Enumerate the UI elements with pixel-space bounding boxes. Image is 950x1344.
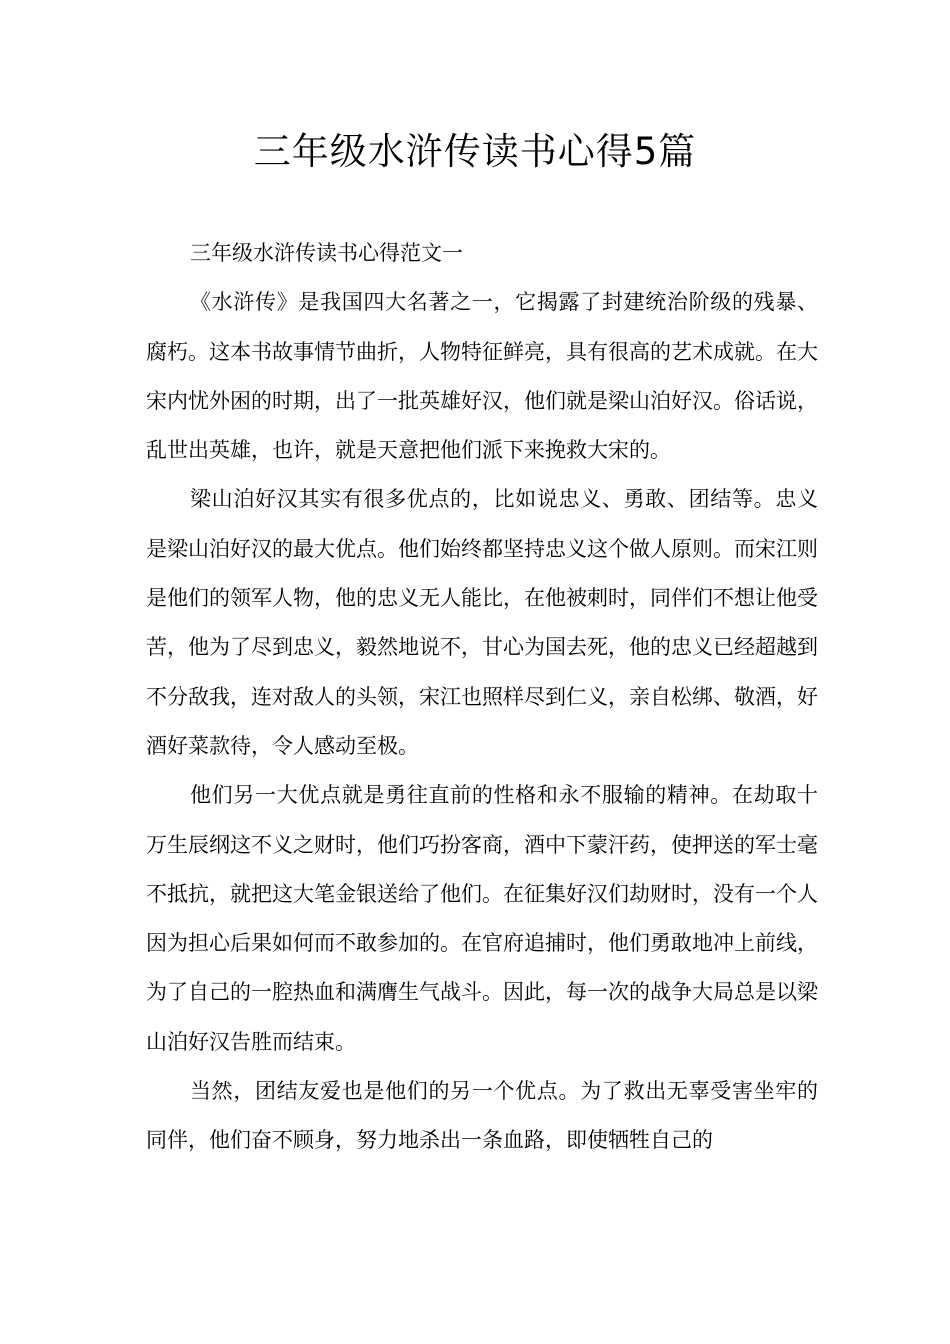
section-heading: 三年级水浒传读书心得范文一: [190, 241, 463, 265]
document-body: [146, 229, 818, 1166]
paragraph-1: 《水浒传》是我国四大名著之一，它揭露了封建统治阶级的残暴、腐朽。这本书故事情节曲折，人物特征鲜亮，具有很高的艺术成就。在大宋内忧外困的时期，出了一批英雄好汉，他们就是梁山泊好汉。俗话说，乱世出英雄，也许，就是天意把他们派下来挽救大宋的。: [146, 290, 818, 463]
paragraph-2: 梁山泊好汉其实有很多优点的，比如说忠义、勇敢、团结等。忠义是梁山泊好汉的最大优点。他们始终都坚持忠义这个做人原则。而宋江则是他们的领军人物，他的忠义无人能比，在他被刺时，同伴们不想让他受苦，他为了尽到忠义，毅然地说不，甘心为国去死，他的忠义已经超越到不分敌我，连对敌人的头领，宋江也照样尽到仁义，亲自松绑、敬酒，好酒好菜款待，令人感动至极。: [146, 487, 818, 758]
paragraph-3: 他们另一大优点就是勇往直前的性格和永不服输的精神。在劫取十万生辰纲这不义之财时，他们巧扮客商，酒中下蒙汗药，使押送的军士毫不抵抗，就把这大笔金银送给了他们。在征集好汉们劫财时，没有一个人因为担心后果如何而不敢参加的。在官府追捕时，他们勇敢地冲上前线，为了自己的一腔热血和满膺生气战斗。因此，每一次的战争大局总是以梁山泊好汉告胜而结束。: [146, 783, 818, 1054]
paragraph-4: 当然，团结友爱也是他们的另一个优点。为了救出无辜受害坐牢的同伴，他们奋不顾身，努力地杀出一条血路，即使牺牲自己的: [146, 1079, 818, 1153]
document-title: 三年级水浒传读书心得5篇: [253, 130, 697, 173]
